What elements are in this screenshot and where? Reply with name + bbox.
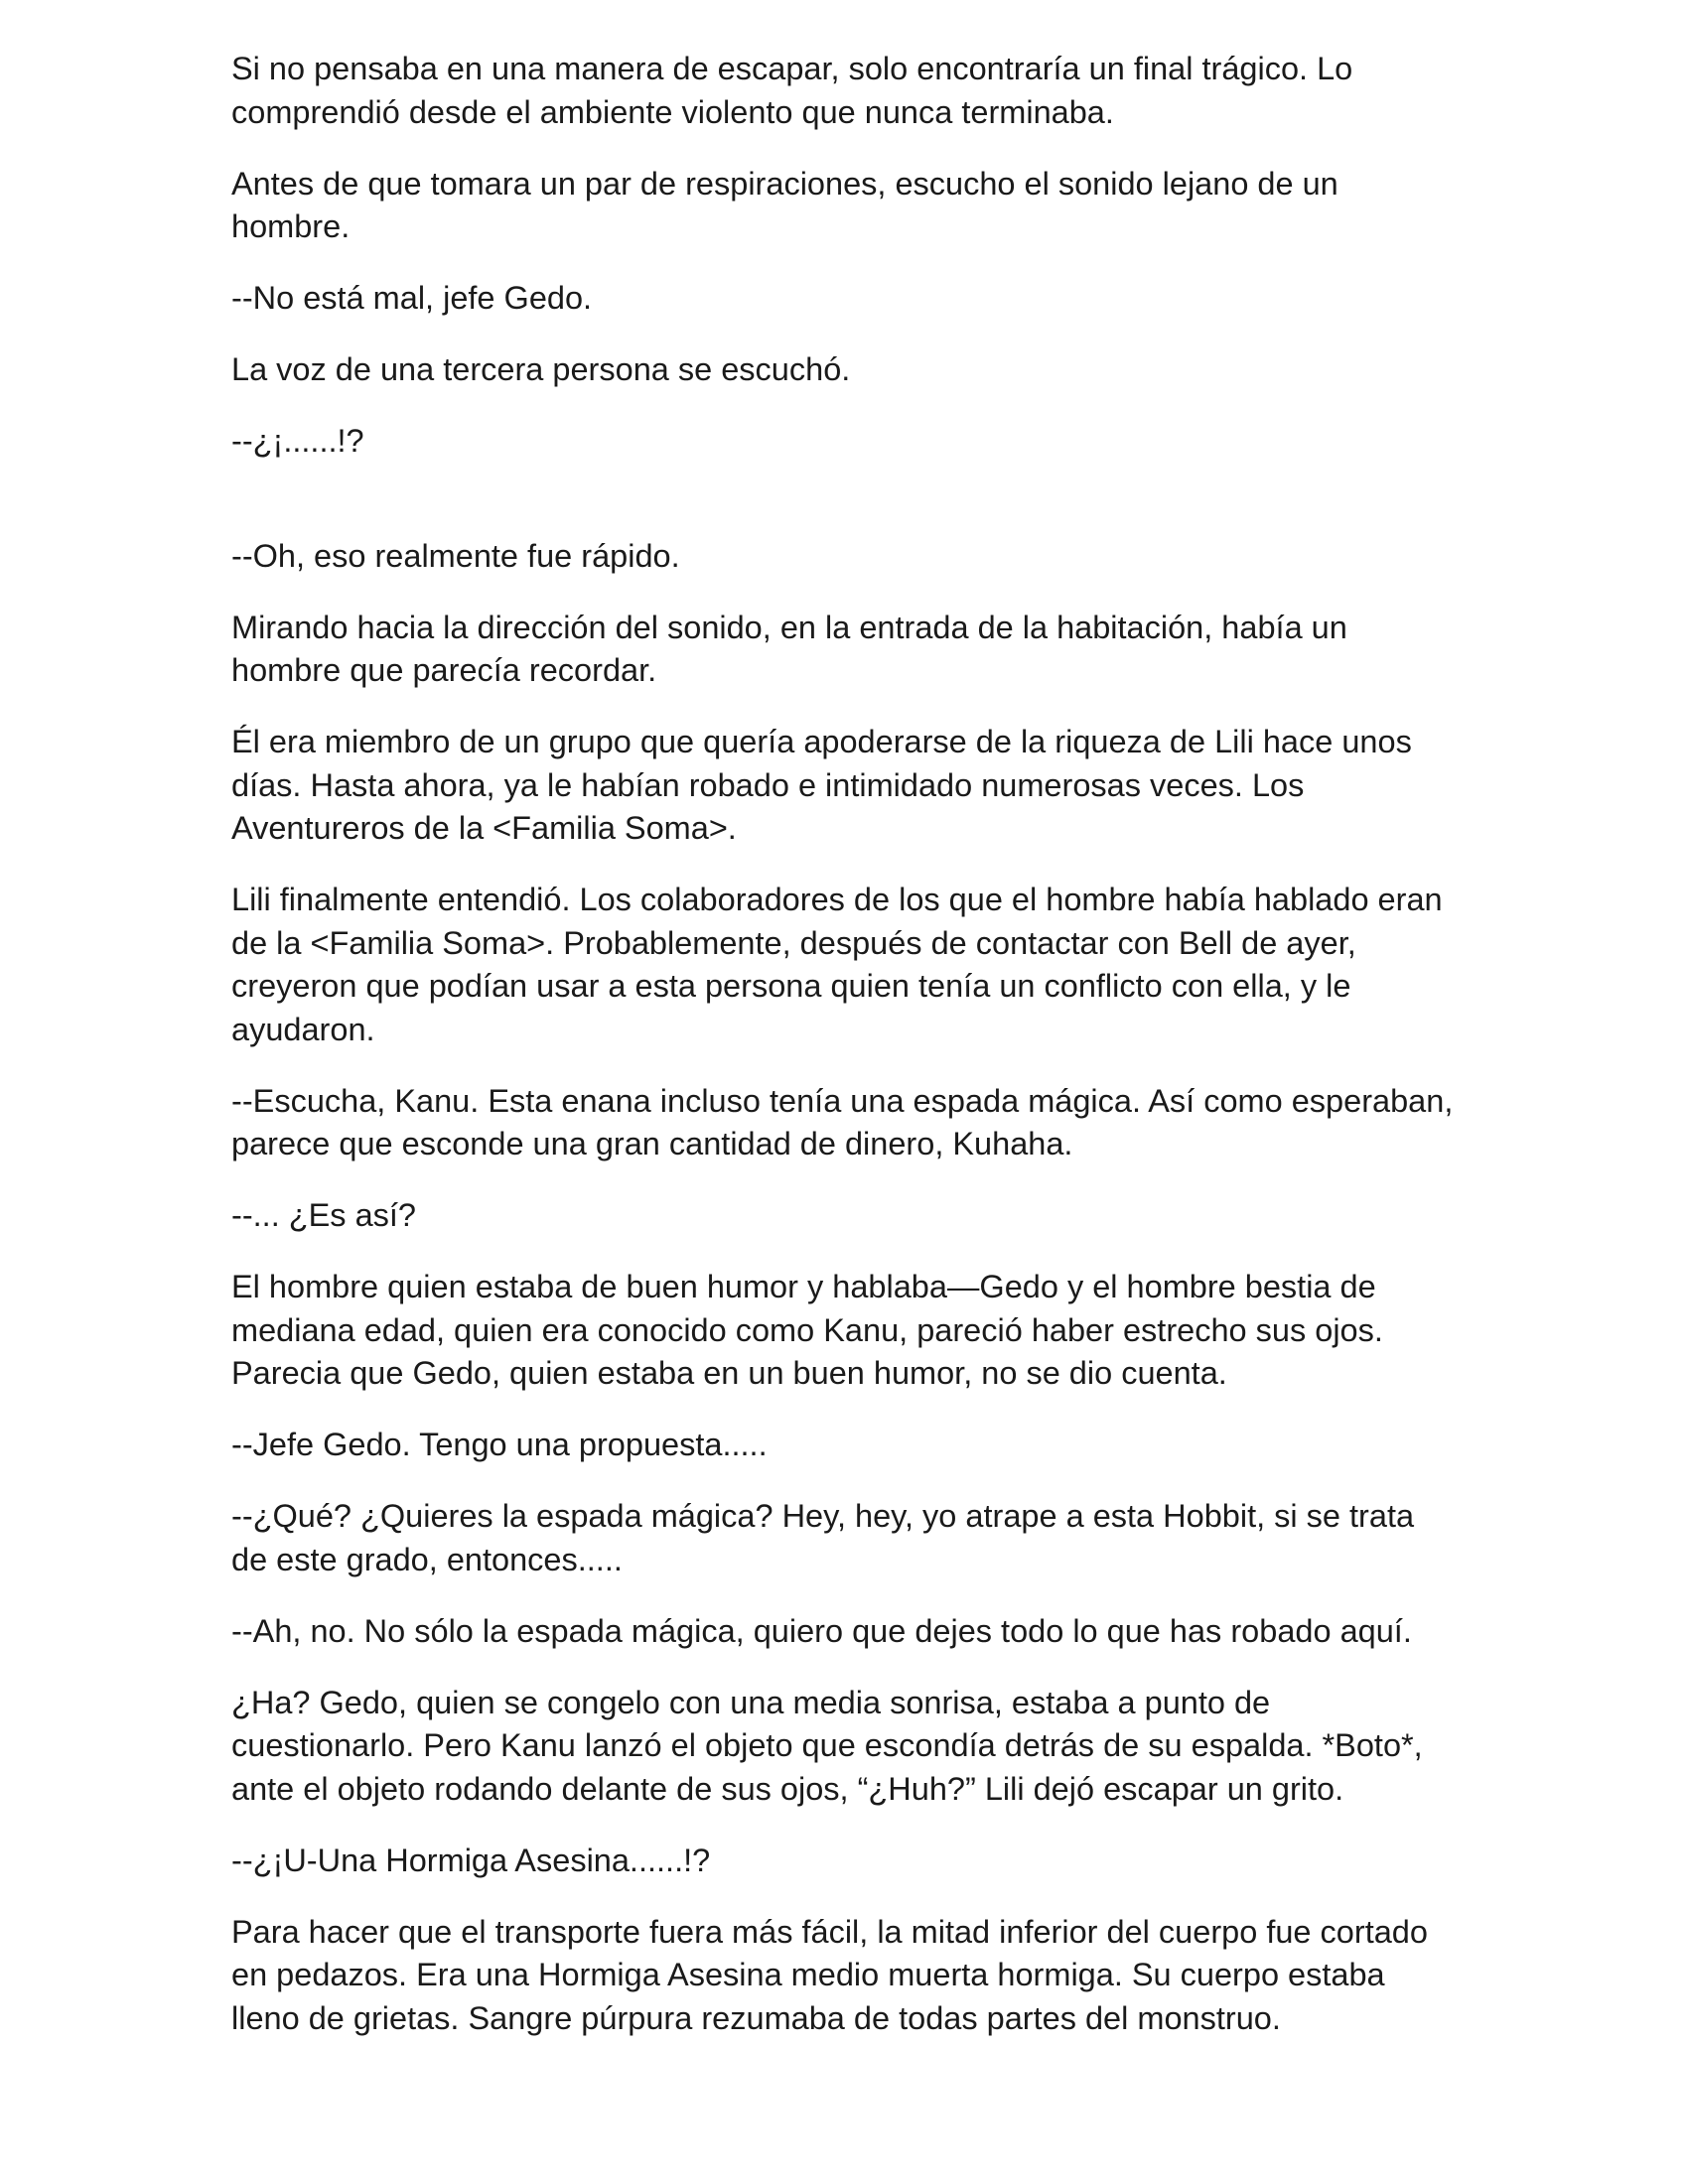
paragraph-8: Él era miembro de un grupo que quería apoderarse de la riqueza de Lili hace unos días. Hasta ahora, ya le habían robado e intimidado numerosas veces. Los Aventureros de la <Familia Soma>. [231, 724, 1412, 846]
paragraph-4: La voz de una tercera persona se escuchó. [231, 351, 851, 387]
paragraph-14: --¿Qué? ¿Quieres la espada mágica? Hey, hey, yo atrape a esta Hobbit, si se trata de este grado, entonces..... [231, 1498, 1415, 1577]
paragraph-6: --Oh, eso realmente fue rápido. [231, 537, 680, 574]
paragraph-5: --¿¡......!? [231, 423, 364, 459]
paragraph-1: Si no pensaba en una manera de escapar, solo encontraría un final trágico. Lo comprendió desde el ambiente violento que nunca terminaba. [231, 51, 1353, 130]
paragraph-3: --No está mal, jefe Gedo. [231, 280, 593, 316]
paragraph-2: Antes de que tomara un par de respiraciones, escucho el sonido lejano de un hombre. [231, 165, 1338, 244]
body-text [231, 48, 1458, 2069]
paragraph-15: --Ah, no. No sólo la espada mágica, quiero que dejes todo lo que has robado aquí. [231, 1612, 1412, 1649]
paragraph-11: --... ¿Es así? [231, 1197, 417, 1233]
paragraph-9: Lili finalmente entendió. Los colaboradores de los que el hombre había hablado eran de la <Familia Soma>. Probablemente, después de contactar con Bell de ayer, creyeron que podían usar a esta persona quien tenía un conflicto con ella, y le ayudaron. [231, 882, 1443, 1047]
paragraph-18: Para hacer que el transporte fuera más fácil, la mitad inferior del cuerpo fue cortado en pedazos. Era una Hormiga Asesina medio muerta hormiga. Su cuerpo estaba lleno de grietas. Sangre púrpura rezumaba de todas partes del monstruo. [231, 1913, 1428, 2036]
paragraph-7: Mirando hacia la dirección del sonido, en la entrada de la habitación, había un hombre que parecía recordar. [231, 609, 1347, 688]
paragraph-12: El hombre quien estaba de buen humor y hablaba—Gedo y el hombre bestia de mediana edad, quien era conocido como Kanu, pareció haber estrecho sus ojos. Parecia que Gedo, quien estaba en un buen humor, no se dio cuenta. [231, 1269, 1383, 1391]
paragraph-13: --Jefe Gedo. Tengo una propuesta..... [231, 1427, 768, 1462]
paragraph-10: --Escucha, Kanu. Esta enana incluso tenía una espada mágica. Así como esperaban, parece que esconde una gran cantidad de dinero, Kuhaha. [231, 1082, 1454, 1161]
paragraph-16: ¿Ha? Gedo, quien se congelo con una media sonrisa, estaba a punto de cuestionarlo. Pero Kanu lanzó el objeto que escondía detrás de su espalda. *Boto*, ante el objeto rodando delante de sus ojos, “¿Huh?” Lili dejó escapar un grito. [231, 1684, 1423, 1807]
paragraph-17: --¿¡U-Una Hormiga Asesina......!? [231, 1842, 711, 1878]
